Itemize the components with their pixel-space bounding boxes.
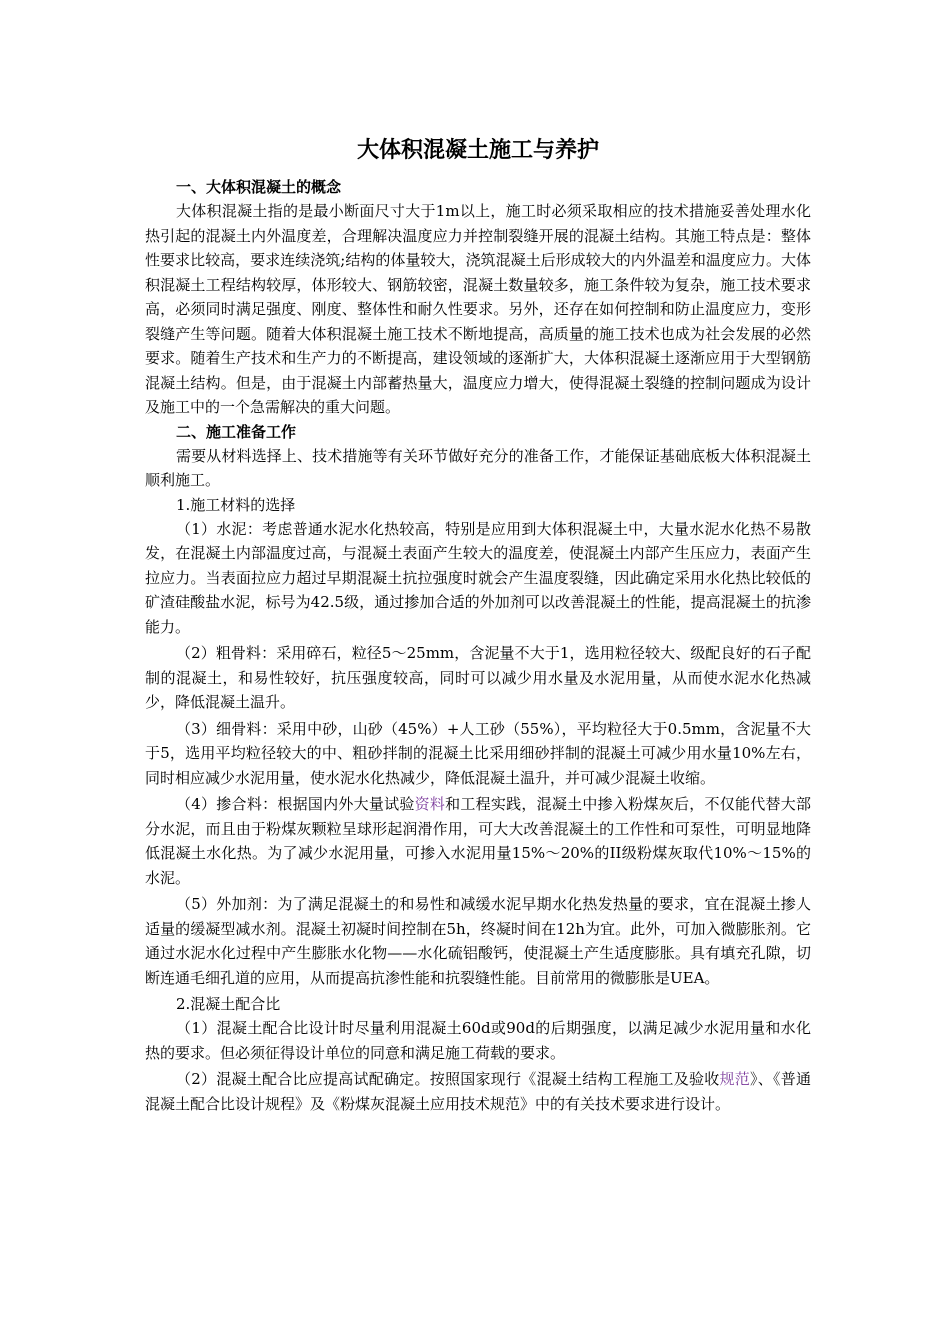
material-item-fine-aggregate: （3）细骨料：采用中砂，山砂（45%）+人工砂（55%），平均粒径大于0.5mm，含泥量不大于5，选用平均粒径较大的中、粗砂拌制的混凝土比采用细砂拌制的混凝土可减少用水量10%左右，同时相应减少水泥用量，使水泥水化热减少，降低混凝土温升，并可减少混凝土收缩。 [145,719,811,787]
section-heading-concept: 一、大体积混凝土的概念 [176,178,342,196]
mix-item-trial-mix [145,1067,811,1116]
section-heading-preparation: 二、施工准备工作 [176,422,297,441]
document-page [145,130,811,1118]
material-item-cement: （1）水泥：考虑普通水泥水化热较高，特别是应用到大体积混凝土中，大量水泥水化热不易散发，在混凝土内部温度过高，与混凝土表面产生较大的温度差，使混凝土内部产生压应力，表面产生拉应力。当表面拉应力超过早期混凝土抗拉强度时就会产生温度裂缝，因此确定采用水化热比较低的矿渣硅酸盐水泥，标号为42.5级，通过掺加合适的外加剂可以改善混凝土的性能，提高混凝土的抗渗能力。 [145,519,811,636]
material-item-coarse-aggregate: （2）粗骨料：采用碎石，粒径5～25mm，含泥量不大于1，选用粒径较大、级配良好的石子配制的混凝土，和易性较好，抗压强度较高，同时可以减少用水量及水泥用量，从而使水泥水化热减少，降低混凝土温升。 [145,644,811,711]
section-paragraph-preparation: 需要从材料选择上、技术措施等有关环节做好充分的准备工作，才能保证基础底板大体积混凝土顺利施工。 [145,446,811,489]
material-item-admixture [145,792,811,890]
mix-item-trial-mix-text-end: 》、《普通混凝土配合比设计规程》及《粉煤灰混凝土应用技术规范》中的有关技术要求进行设计。 [145,1070,811,1113]
material-item-additive: （5）外加剂：为了满足混凝土的和易性和减缓水泥早期水化热发热量的要求，宜在混凝土掺人适量的缓凝型减水剂。混凝土初凝时间控制在5h，终凝时间在12h为宜。此外，可加入微膨胀剂。它通过水泥水化过程中产生膨胀水化物——水化硫铝酸钙，使混凝土产生适度膨胀。具有填充孔隙，切断连通毛细孔道的应用，从而提高抗渗性能和抗裂缝性能。目前常用的微膨胀是UEA。 [145,895,811,987]
material-item-admixture-text-start: （4）掺合料：根据国内外大量试验 [176,795,415,813]
data-link[interactable]: 资料 [414,795,446,813]
mix-item-trial-mix-text-start: （2）混凝土配合比应提高试配确定。按照国家现行《混凝土结构工程施工及验收 [176,1070,720,1088]
subsection-heading-mix-ratio: 2.混凝土配合比 [176,995,281,1013]
subsection-heading-materials: 1.施工材料的选择 [176,495,296,514]
section-paragraph-concept: 大体积混凝土指的是最小断面尺寸大于1m以上，施工时必须采取相应的技术措施妥善处理水化热引起的混凝土内外温度差，合理解决温度应力并控制裂缝开展的混凝土结构。其施工特点是：整体性要求比较高，要求连续浇筑;结构的体量较大，浇筑混凝土后形成较大的内外温差和温度应力。大体积混凝土工程结构较厚，体形较大、钢筋较密，混凝土数量较多，施工条件较为复杂，施工技术要求高，必须同时满足强度、刚度、整体性和耐久性要求。另外，还存在如何控制和防止温度应力，变形裂缝产生等问题。随着大体积混凝土施工技术不断地提高，高质量的施工技术也成为社会发展的必然要求。随着生产技术和生产力的不断提高，建设领域的逐渐扩大，大体积混凝土逐渐应用于大型钢筋混凝土结构。但是，由于混凝土内部蓄热量大，温度应力增大，使得混凝土裂缝的控制问题成为设计及施工中的一个急需解决的重大问题。 [145,202,811,416]
document-title: 大体积混凝土施工与养护 [356,137,599,163]
material-item-admixture-text-end: 和工程实践，混凝土中掺入粉煤灰后，不仅能代替大部分水泥，而且由于粉煤灰颗粒呈球形起润滑作用，可大大改善混凝土的工作性和可泵性，可明显地降低混凝土水化热。为了减少水泥用量，可掺入水泥用量15%～20%的II级粉煤灰取代10%～15%的水泥。 [145,795,811,887]
mix-item-late-strength: （1）混凝土配合比设计时尽量利用混凝土60d或90d的后期强度，以满足减少水泥用量和水化热的要求。但必须征得设计单位的同意和满足施工荷载的要求。 [145,1019,811,1062]
standard-link[interactable]: 规范 [719,1070,750,1088]
